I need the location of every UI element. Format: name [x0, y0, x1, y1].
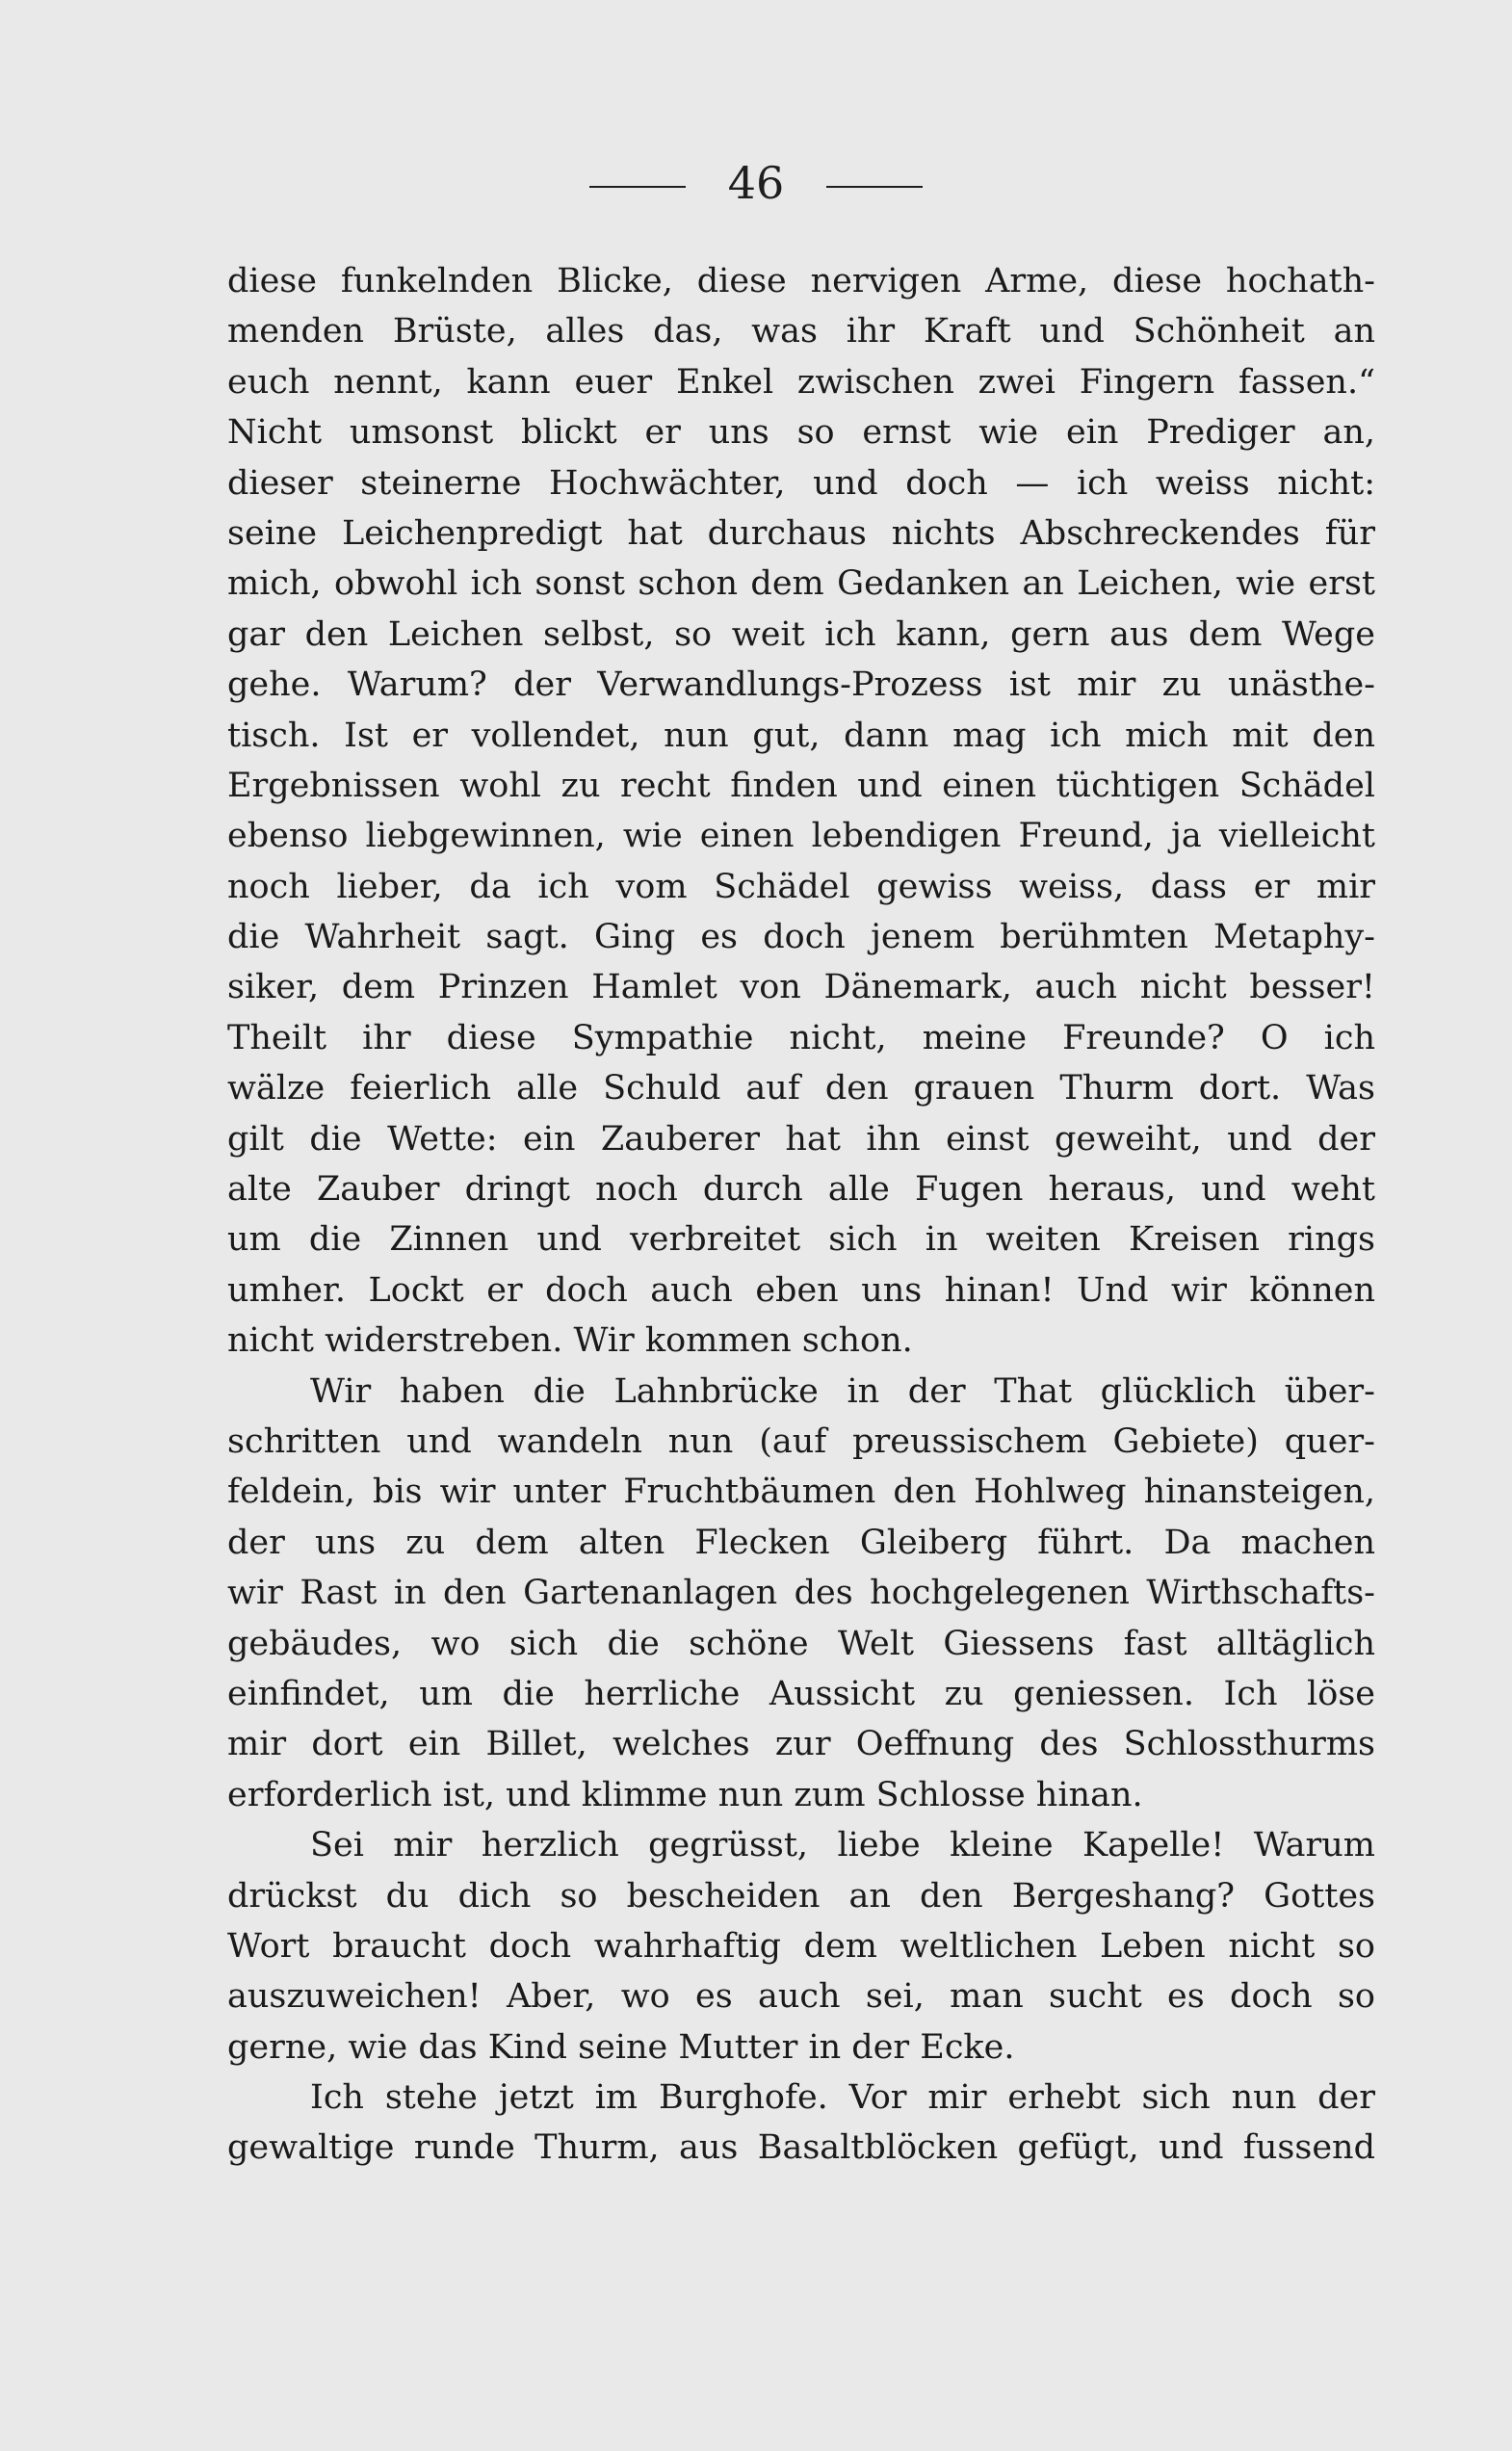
- text-line: tisch. Ist er vollendet, nun gut, dann mag ich mich mit den: [227, 716, 1375, 755]
- text-line: die Wahrheit sagt. Ging es doch jenem berühmten Metaphy-: [227, 918, 1375, 957]
- text-line: Ich stehe jetzt im Burghofe. Vor mir erhebt sich nun der: [310, 2078, 1375, 2118]
- text-line: noch lieber, da ich vom Schädel gewiss weiss, dass er mir: [227, 867, 1375, 906]
- text-line: diese funkelnden Blicke, diese nervigen Arme, diese hochath-: [227, 262, 1375, 300]
- text-line: wir Rast in den Gartenanlagen des hochgelegenen Wirthschafts-: [227, 1574, 1375, 1613]
- text-line: gerne, wie das Kind seine Mutter in der Ecke.: [227, 2027, 1015, 2067]
- text-line: ebenso liebgewinnen, wie einen lebendigen Freund, ja vielleicht: [227, 817, 1375, 856]
- text-line: gilt die Wette: ein Zauberer hat ihn einst geweiht, und der: [227, 1119, 1375, 1159]
- text-line: euch nennt, kann euer Enkel zwischen zwei Fingern fassen.“: [227, 362, 1375, 402]
- text-line: mir dort ein Billet, welches zur Oeffnung des Schlossthurms: [227, 1725, 1375, 1764]
- text-line: auszuweichen! Aber, wo es auch sei, man sucht es doch so: [227, 1977, 1375, 2017]
- text-line: gar den Leichen selbst, so weit ich kann, gern aus dem Wege: [227, 614, 1375, 654]
- text-line: Ergebnissen wohl zu recht finden und einen tüchtigen Schädel: [227, 766, 1375, 805]
- text-line: einfindet, um die herrliche Aussicht zu geniessen. Ich löse: [227, 1674, 1375, 1713]
- text-line: Wort braucht doch wahrhaftig dem weltlichen Leben nicht so: [227, 1926, 1375, 1966]
- text-line: feldein, bis wir unter Fruchtbäumen den Hohlweg hinansteigen,: [227, 1473, 1375, 1512]
- body-text: [227, 256, 1375, 2174]
- text-line: gehe. Warum? der Verwandlungs-Prozess ist mir zu unästhe-: [227, 665, 1375, 705]
- text-line: schritten und wandeln nun (auf preussischem Gebiete) quer-: [227, 1421, 1375, 1461]
- text-line: Theilt ihr diese Sympathie nicht, meine Freunde? O ich: [227, 1018, 1375, 1057]
- header-rule-right: [826, 186, 923, 188]
- text-line: Sei mir herzlich gegrüsst, liebe kleine Kapelle! Warum: [310, 1826, 1375, 1865]
- text-line: Wir haben die Lahnbrücke in der That glücklich über-: [310, 1371, 1375, 1411]
- text-line: Nicht umsonst blickt er uns so ernst wie ein Prediger an,: [227, 413, 1375, 453]
- text-line: gewaltige runde Thurm, aus Basaltblöcken gefügt, und fussend: [227, 2128, 1375, 2168]
- text-line: mich, obwohl ich sonst schon dem Gedanken an Leichen, wie erst: [227, 564, 1375, 604]
- text-line: alte Zauber dringt noch durch alle Fugen heraus, und weht: [227, 1170, 1375, 1210]
- text-line: nicht widerstreben. Wir kommen schon.: [227, 1321, 913, 1361]
- text-line: dieser steinerne Hochwächter, und doch — ich weiss nicht:: [227, 463, 1375, 503]
- text-line: siker, dem Prinzen Hamlet von Dänemark, auch nicht besser!: [227, 968, 1375, 1007]
- text-line: drückst du dich so bescheiden an den Bergeshang? Gottes: [227, 1876, 1375, 1916]
- text-line: erforderlich ist, und klimme nun zum Schlosse hinan.: [227, 1775, 1143, 1814]
- page-header: [0, 154, 1512, 212]
- text-line: umher. Lockt er doch auch eben uns hinan! Und wir können: [227, 1270, 1375, 1310]
- text-line: der uns zu dem alten Flecken Gleiberg führt. Da machen: [227, 1523, 1375, 1562]
- text-line: wälze feierlich alle Schuld auf den grauen Thurm dort. Was: [227, 1069, 1375, 1108]
- text-line: um die Zinnen und verbreitet sich in weiten Kreisen rings: [227, 1220, 1375, 1260]
- header-rule-left: [589, 186, 686, 188]
- text-line: seine Leichenpredigt hat durchaus nichts Abschreckendes für: [227, 513, 1375, 553]
- text-line: gebäudes, wo sich die schöne Welt Giessens fast alltäglich: [227, 1624, 1375, 1663]
- text-line: menden Brüste, alles das, was ihr Kraft und Schönheit an: [227, 312, 1375, 352]
- page-number: 46: [727, 157, 785, 209]
